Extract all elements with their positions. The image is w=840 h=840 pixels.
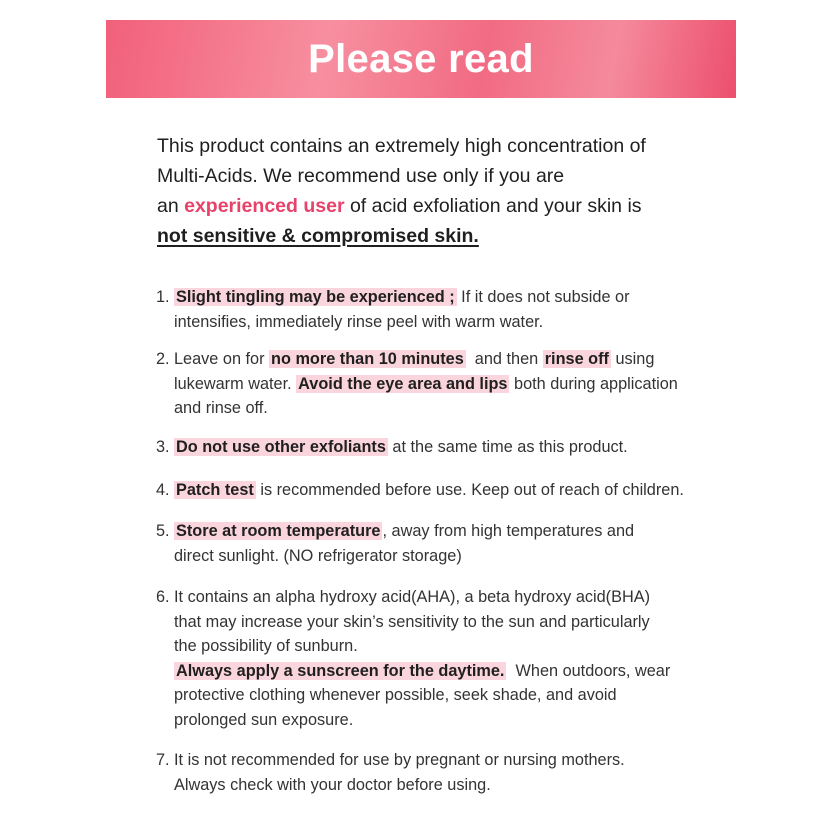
highlight: Slight tingling may be experienced ; [176, 288, 455, 306]
highlight: Avoid the eye area and lips [298, 374, 508, 393]
item-line [174, 519, 634, 544]
intro-text: of acid exfoliation and your skin is [344, 195, 642, 217]
list-item [156, 435, 628, 460]
highlight: Do not use other exfoliants [176, 438, 386, 456]
item-text: at the same time as this product. [387, 438, 628, 456]
item-line: protective clothing whenever possible, seek shade, and avoid [174, 686, 617, 704]
item-text: using [610, 350, 655, 368]
intro-line: This product contains an extremely high concentration of [157, 135, 646, 157]
item-line: Always check with your doctor before using. [174, 775, 491, 794]
experienced-user-highlight: experienced user [184, 195, 345, 217]
item-line: direct sunlight. (NO refrigerator storage) [174, 546, 462, 565]
skin-warning-underlined: not sensitive & compromised skin. [157, 225, 479, 247]
item-line [174, 478, 684, 503]
item-number: 6. [156, 588, 170, 606]
item-line: and rinse off. [174, 399, 268, 417]
item-line [174, 435, 628, 460]
highlight: Always apply a sunscreen for the daytime. [176, 661, 505, 680]
item-line [174, 659, 670, 684]
header-banner [106, 20, 736, 98]
highlight: rinse off [544, 350, 609, 368]
intro-line [157, 191, 717, 221]
item-text: , away from high temperatures and [382, 522, 635, 540]
item-text: Leave on for [174, 350, 270, 368]
banner-title: Please read [308, 36, 534, 81]
item-text: both during application [509, 374, 678, 393]
item-number: 7. [156, 751, 170, 769]
item-line: It is not recommended for use by pregnant or nursing mothers. [174, 751, 625, 769]
list-item [156, 519, 634, 568]
item-number: 4. [156, 481, 170, 499]
item-number: 5. [156, 522, 170, 540]
item-text: lukewarm water. [174, 374, 297, 393]
intro-line: Multi-Acids. We recommend use only if you are [157, 165, 565, 187]
highlight: Patch test [176, 481, 254, 499]
item-text: is recommended before use. Keep out of reach of children. [255, 481, 684, 499]
list-item [156, 347, 678, 421]
list-item [156, 748, 625, 797]
item-text: and then [465, 350, 543, 368]
item-number: 3. [156, 438, 170, 456]
item-line: intensifies, immediately rinse peel with warm water. [174, 312, 544, 331]
list-item [156, 478, 684, 503]
item-line: It contains an alpha hydroxy acid(AHA), a beta hydroxy acid(BHA) [174, 588, 651, 606]
highlight: Store at room temperature [176, 522, 381, 540]
highlight: no more than 10 minutes [271, 350, 464, 368]
item-number: 1. [156, 288, 170, 306]
item-line [174, 372, 678, 397]
intro-paragraph [157, 131, 717, 251]
item-line [174, 285, 630, 310]
intro-text: an [157, 195, 185, 217]
item-text: When outdoors, wear [506, 661, 671, 680]
item-line: prolonged sun exposure. [174, 710, 354, 729]
item-number: 2. [156, 350, 170, 368]
item-line: the possibility of sunburn. [174, 637, 358, 655]
item-line [174, 347, 678, 372]
list-item [156, 285, 630, 334]
list-item [156, 585, 670, 732]
item-text: If it does not subside or [456, 288, 630, 306]
intro-line [157, 221, 717, 251]
item-line: that may increase your skin’s sensitivity to the sun and particularly [174, 612, 650, 631]
